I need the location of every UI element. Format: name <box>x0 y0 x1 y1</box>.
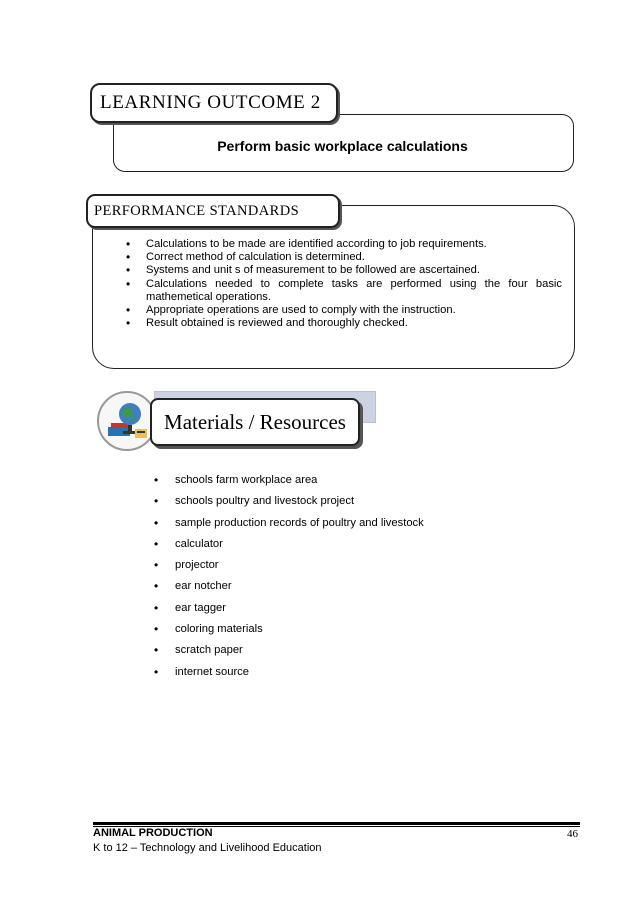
footer-subject: ANIMAL PRODUCTION <box>93 827 213 839</box>
list-item: • Result obtained is reviewed and thoroughly checked. <box>122 317 562 330</box>
footer-rule-thick <box>93 822 580 825</box>
learning-outcome-subtitle: Perform basic workplace calculations <box>217 138 468 154</box>
list-item: • scratch paper <box>152 640 512 661</box>
footer-curriculum: K to 12 – Technology and Livelihood Education <box>93 842 322 854</box>
performance-standards-label <box>86 194 340 228</box>
list-item: • projector <box>152 555 512 576</box>
list-item: • Calculations needed to complete tasks are performed using the four basic mathemetical operations. <box>122 278 562 304</box>
learning-outcome-label <box>90 83 338 123</box>
list-item: • schools poultry and livestock project <box>152 491 512 512</box>
list-item: • Systems and unit s of measurement to be followed are ascertained. <box>122 264 562 277</box>
learning-outcome-label-text: LEARNING OUTCOME 2 <box>100 92 321 113</box>
materials-list <box>152 470 512 683</box>
list-item: • Calculations to be made are identified according to job requirements. <box>122 238 562 251</box>
globe-books-icon <box>97 391 157 451</box>
list-item: • calculator <box>152 534 512 555</box>
list-item: • ear notcher <box>152 576 512 597</box>
performance-standards-list <box>122 238 562 330</box>
performance-standards-label-text: PERFORMANCE STANDARDS <box>94 202 300 219</box>
list-item: • schools farm workplace area <box>152 470 512 491</box>
list-item: • coloring materials <box>152 619 512 640</box>
list-item: • Correct method of calculation is determined. <box>122 251 562 264</box>
list-item: • ear tagger <box>152 598 512 619</box>
materials-label <box>150 398 360 446</box>
list-item: • sample production records of poultry and livestock <box>152 513 512 534</box>
list-item: • internet source <box>152 662 512 683</box>
footer-page-number: 46 <box>567 828 578 840</box>
list-item: • Appropriate operations are used to comply with the instruction. <box>122 304 562 317</box>
materials-label-text: Materials / Resources <box>164 409 346 434</box>
